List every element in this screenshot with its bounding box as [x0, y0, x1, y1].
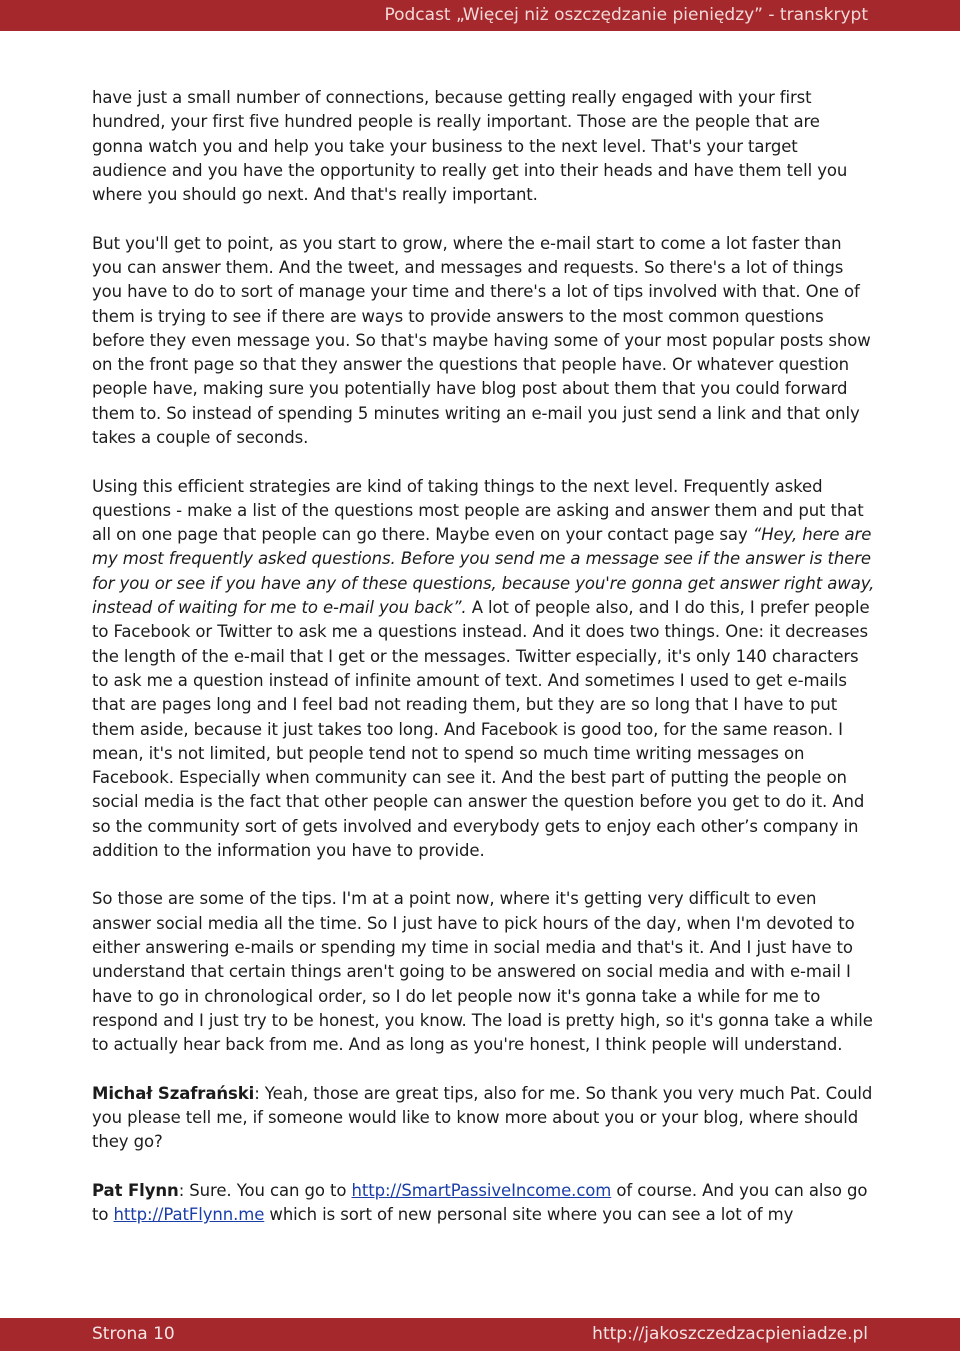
quoted-text: “Hey, here are my most frequently asked questions. Before you send me a message see if the answer is there for you or see if you have any of these questions, because you're gonna get answer right away, instead of waiting for me to e-mail you back”.	[92, 525, 875, 618]
document-title: Podcast „Więcej niż oszczędzanie pieniędzy” - transkrypt	[384, 5, 868, 25]
footer-url: http://jakoszczedzacpieniadze.pl	[592, 1324, 868, 1344]
footer-bar	[0, 1318, 960, 1351]
speech-text: : Yeah, those are great tips, also for me. So thank you very much Pat. Could you please tell me, if someone would like to know more about you or your blog, where should they go?	[92, 1083, 873, 1152]
patflynn-link[interactable]: http://PatFlynn.me	[113, 1205, 265, 1225]
page-number: Strona 10	[92, 1324, 175, 1344]
smartpassiveincome-link[interactable]: http://SmartPassiveIncome.com	[351, 1180, 612, 1200]
paragraph-text: Using this efficient strategies are kind of taking things to the next level. Frequently asked questions - make a list of the questions most people are asking and answer them and put that all on one page that people can go there. Maybe even on your contact page say	[92, 476, 864, 545]
speaker-name: Pat Flynn	[92, 1180, 179, 1200]
paragraph: So those are some of the tips. I'm at a point now, where it's getting very difficult to even answer social media all the time. So I just have to pick hours of the day, when I'm devoted to either answering e-mails or spending my time in social media and that's it. And I just have to understand that certain things aren't going to be answered on social media and with e-mail I have to go in chronological order, so I do let people now it's gonna take a while for me to respond and I just try to be honest, you know. The load is pretty high, so it's gonna take a while to actually hear back from me. And as long as you're honest, I think people will understand.	[92, 889, 873, 1055]
paragraph: have just a small number of connections, because getting really engaged with your first hundred, your first five hundred people is really important. Those are the people that are gonna watch you and help you take your business to the next level. That's your target audience and you have the opportunity to really get into their heads and have them tell you where you should go next. And that's really important.	[92, 88, 848, 205]
paragraph: But you'll get to point, as you start to grow, where the e-mail start to come a lot faster than you can answer them. And the tweet, and messages and requests. So there's a lot of things you have to do to sort of manage your time and there's a lot of tips involved with that. One of them is trying to see if there are ways to provide answers to the most common questions before they even message you. So that's maybe having some of your most popular posts show on the front page so that they answer the questions that people have. Or whatever question people have, making sure you potentially have blog post about them that you could forward them to. So instead of spending 5 minutes writing an e-mail you just send a link and that only takes a couple of seconds.	[92, 233, 871, 448]
dialogue-paragraph	[92, 1179, 876, 1228]
dialogue-paragraph	[92, 1082, 876, 1155]
speech-text: which is sort of new personal site where you can see a lot of my	[264, 1205, 794, 1225]
speech-text: of course. And you can also go to	[92, 1180, 868, 1225]
paragraph-text: A lot of people also, and I do this, I prefer people to Facebook or Twitter to ask me a questions instead. And it does two things. One: it decreases the length of the e-mail that I get or the messages. Twitter especially, it's only 140 characters to ask me a question instead of infinite amount of text. And sometimes I used to get e-mails that are pages long and I feel bad not reading them, but they are so long that I have to put them aside, because it just takes too long. And Facebook is good too, for the same reason. I mean, it's not limited, but people tend not to spend so much time writing messages on Facebook. Especially when community can see it. And the best part of putting the people on social media is the fact that other people can answer the question before you get to do it. And so the community sort of gets involved and everybody gets to enjoy each other’s company in addition to the information you have to provide.	[92, 598, 870, 860]
transcript-body	[92, 86, 876, 1252]
speech-text: : Sure. You can go to	[178, 1180, 352, 1200]
speaker-name: Michał Szafrański	[92, 1083, 255, 1103]
header-bar	[0, 0, 960, 31]
paragraph	[92, 475, 876, 864]
